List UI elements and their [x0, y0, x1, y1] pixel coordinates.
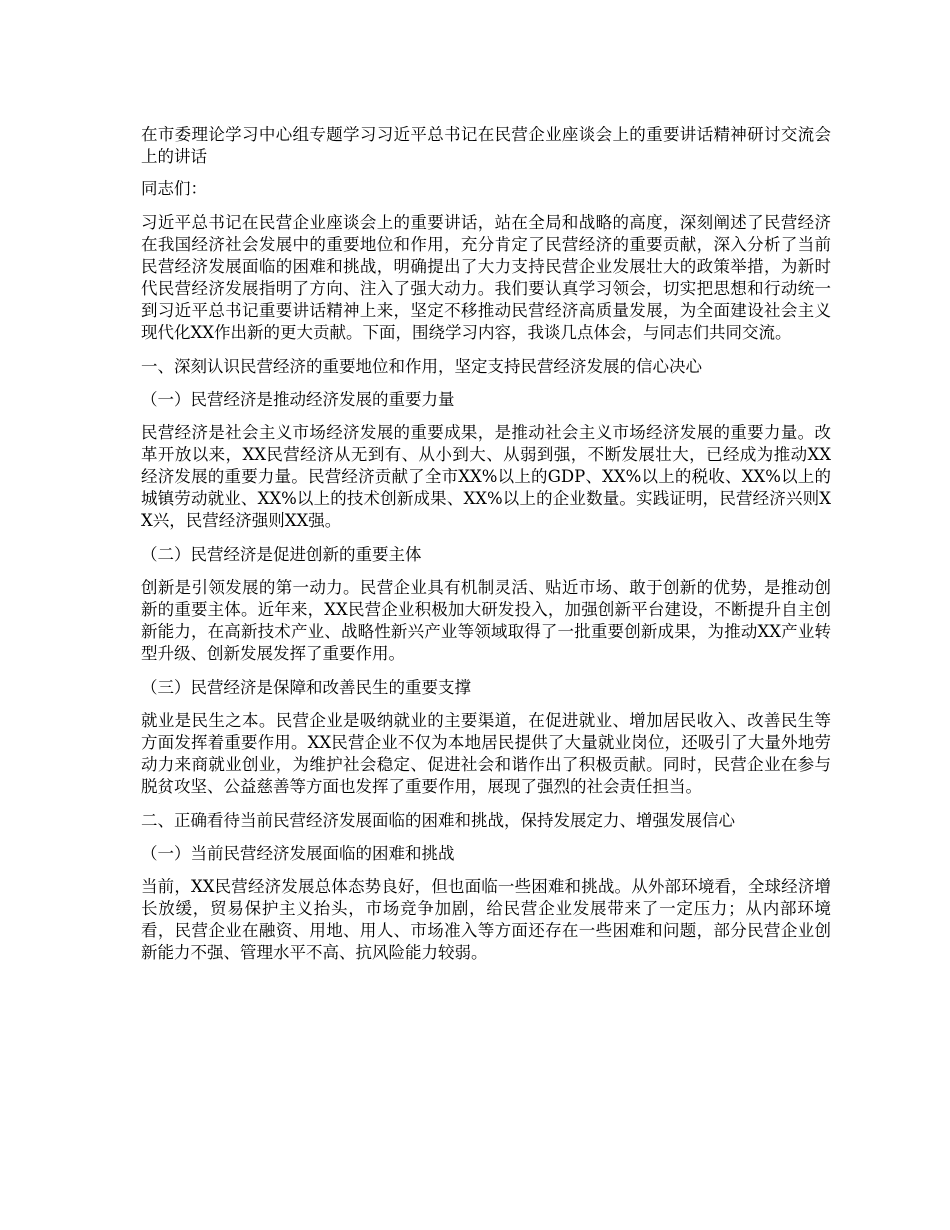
section-1-heading: 一、深刻认识民营经济的重要地位和作用，坚定支持民营经济发展的信心决心	[141, 357, 702, 376]
section-2-1-heading: （一）当前民营经济发展面临的困难和挑战	[141, 844, 455, 863]
section-1-3-heading: （三）民营经济是保障和改善民生的重要支撑	[141, 678, 471, 697]
section-1-2-heading: （二）民营经济是促进创新的重要主体	[141, 545, 422, 564]
section-2-heading: 二、正确看待当前民营经济发展面临的困难和挑战，保持发展定力、增强发展信心	[141, 811, 735, 830]
document-page	[141, 124, 831, 976]
section-2-1-body: 当前，XX民营经济发展总体态势良好，但也面临一些困难和挑战。从外部环境看，全球经济增长放缓，贸易保护主义抬头，市场竞争加剧，给民营企业发展带来了一定压力；从内部环境看，民营企业在融资、用地、用人、市场准入等方面还存在一些困难和问题，部分民营企业创新能力不强、管理水平不高、抗风险能力较弱。	[141, 877, 831, 962]
section-1-3-body: 就业是民生之本。民营企业是吸纳就业的主要渠道，在促进就业、增加居民收入、改善民生等方面发挥着重要作用。XX民营企业不仅为本地居民提供了大量就业岗位，还吸引了大量外地劳动力来商就业创业，为维护社会稳定、促进社会和谐作出了积极贡献。同时，民营企业在参与脱贫攻坚、公益慈善等方面也发挥了重要作用，展现了强烈的社会责任担当。	[141, 711, 831, 796]
salutation: 同志们：	[141, 179, 207, 198]
section-1-1-body: 民营经济是社会主义市场经济发展的重要成果，是推动社会主义市场经济发展的重要力量。改革开放以来，XX民营经济从无到有、从小到大、从弱到强，不断发展壮大，已经成为推动XX经济发展的重要力量。民营经济贡献了全市XX%以上的GDP、XX%以上的税收、XX%以上的城镇劳动就业、XX%以上的技术创新成果、XX%以上的企业数量。实践证明，民营经济兴则XX兴，民营经济强则XX强。	[141, 423, 831, 530]
intro-paragraph: 习近平总书记在民营企业座谈会上的重要讲话，站在全局和战略的高度，深刻阐述了民营经济在我国经济社会发展中的重要地位和作用，充分肯定了民营经济的重要贡献，深入分析了当前民营经济发展面临的困难和挑战，明确提出了大力支持民营企业发展壮大的政策举措，为新时代民营经济发展指明了方向、注入了强大动力。我们要认真学习领会，切实把思想和行动统一到习近平总书记重要讲话精神上来，坚定不移推动民营经济高质量发展，为全面建设社会主义现代化XX作出新的更大贡献。下面，围绕学习内容，我谈几点体会，与同志们共同交流。	[141, 213, 831, 342]
section-1-2-body: 创新是引领发展的第一动力。民营企业具有机制灵活、贴近市场、敢于创新的优势，是推动创新的重要主体。近年来，XX民营企业积极加大研发投入，加强创新平台建设，不断提升自主创新能力，在高新技术产业、战略性新兴产业等领域取得了一批重要创新成果，为推动XX产业转型升级、创新发展发挥了重要作用。	[141, 578, 831, 663]
section-1-1-heading: （一）民营经济是推动经济发展的重要力量	[141, 390, 455, 409]
document-title: 在市委理论学习中心组专题学习习近平总书记在民营企业座谈会上的重要讲话精神研讨交流会上的讲话	[141, 125, 831, 166]
